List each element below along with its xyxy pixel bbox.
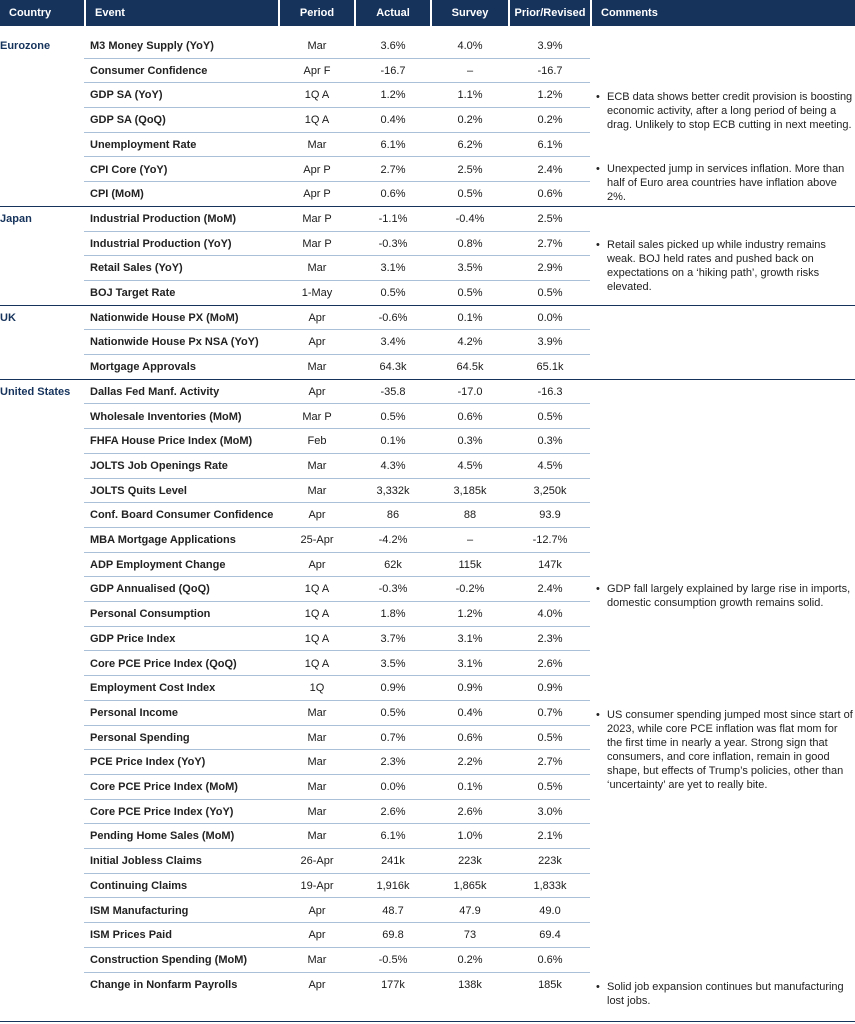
prior-cell: 2.4% <box>537 163 563 176</box>
actual-cell: 0.4% <box>380 114 406 127</box>
prior-cell: -12.7% <box>532 534 568 546</box>
period-cell: Mar <box>307 138 327 151</box>
prior-cell: 3,250k <box>533 484 567 497</box>
event-cell: Industrial Production (MoM) <box>90 212 237 225</box>
period-cell: 19-Apr <box>300 879 334 892</box>
actual-cell: 62k <box>384 558 402 571</box>
prior-cell: 1,833k <box>533 879 567 892</box>
actual-cell: 4.3% <box>380 459 406 472</box>
prior-cell: 1.2% <box>537 89 563 102</box>
event-cell: JOLTS Quits Level <box>90 484 187 497</box>
period-cell: Mar <box>307 953 327 966</box>
prior-cell: 4.0% <box>537 608 563 621</box>
event-cell: ADP Employment Change <box>90 558 226 571</box>
table-row <box>0 800 855 825</box>
header-period: Period <box>280 0 354 26</box>
period-cell: Mar <box>307 484 327 497</box>
table-row <box>0 306 855 331</box>
period-cell: Feb <box>307 435 327 448</box>
event-cell: GDP Annualised (QoQ) <box>90 583 210 596</box>
survey-cell: 0.1% <box>457 781 483 793</box>
prior-cell: 185k <box>538 978 562 991</box>
event-cell: Industrial Production (YoY) <box>90 237 232 250</box>
actual-cell: 86 <box>386 509 400 522</box>
actual-cell: 0.1% <box>380 435 406 448</box>
event-cell: FHFA House Price Index (MoM) <box>90 435 253 448</box>
survey-cell: -0.2% <box>455 583 485 596</box>
comment-us-payrolls: • Solid job expansion continues but manufacturing lost jobs. <box>596 980 854 1008</box>
prior-cell: 0.5% <box>537 410 563 423</box>
event-cell: Nationwide House PX (MoM) <box>90 311 239 324</box>
prior-cell: 2.5% <box>537 212 563 225</box>
table-row <box>0 355 855 380</box>
survey-cell: 47.9 <box>459 904 481 917</box>
prior-cell: 0.7% <box>537 706 563 719</box>
survey-cell: 0.6% <box>457 410 483 423</box>
actual-cell: 3.5% <box>380 657 406 670</box>
table-row <box>0 948 855 973</box>
prior-cell: 3.0% <box>537 805 563 818</box>
actual-cell: 0.9% <box>380 682 406 695</box>
actual-cell: 177k <box>381 978 405 991</box>
prior-cell: 0.0% <box>537 311 563 324</box>
event-cell: M3 Money Supply (YoY) <box>90 40 214 52</box>
prior-cell: 3.9% <box>537 336 563 349</box>
survey-cell: 0.5% <box>457 287 483 299</box>
period-cell: Mar <box>307 830 327 843</box>
actual-cell: -0.5% <box>378 953 408 966</box>
period-cell: 1Q A <box>304 608 330 621</box>
period-cell: Mar <box>307 361 327 374</box>
event-cell: Core PCE Price Index (MoM) <box>90 781 238 793</box>
table-row <box>0 59 855 84</box>
event-cell: Nationwide House Px NSA (YoY) <box>90 336 259 349</box>
event-cell: Consumer Confidence <box>90 64 208 77</box>
survey-cell: 2.2% <box>457 756 483 769</box>
period-cell: 26-Apr <box>300 855 334 868</box>
prior-cell: 2.9% <box>537 262 563 275</box>
survey-cell: 73 <box>463 929 477 942</box>
event-cell: CPI (MoM) <box>90 188 144 201</box>
actual-cell: 69.8 <box>382 929 404 942</box>
survey-cell: 138k <box>458 978 482 991</box>
prior-cell: 65.1k <box>536 361 564 374</box>
event-cell: GDP Price Index <box>90 632 176 645</box>
header-prior-revised: Prior/Revised <box>510 0 590 26</box>
event-cell: Employment Cost Index <box>90 682 216 695</box>
table-row <box>0 479 855 504</box>
actual-cell: 48.7 <box>382 904 404 917</box>
survey-cell: 223k <box>458 855 482 868</box>
period-cell: 1Q <box>309 682 325 695</box>
event-cell: ISM Manufacturing <box>90 904 189 917</box>
period-cell: 1Q A <box>304 114 330 127</box>
event-cell: MBA Mortgage Applications <box>90 534 236 546</box>
prior-cell: 0.5% <box>537 781 563 793</box>
prior-cell: -16.7 <box>537 64 563 77</box>
actual-cell: -0.3% <box>378 583 408 596</box>
survey-cell: 115k <box>458 558 482 571</box>
prior-cell: 2.6% <box>537 657 563 670</box>
period-cell: Mar P <box>302 410 332 423</box>
event-cell: Mortgage Approvals <box>90 361 196 374</box>
period-cell: Apr P <box>303 188 331 201</box>
period-cell: Apr <box>308 978 326 991</box>
prior-cell: 0.6% <box>537 188 563 201</box>
comment-us-consumer: • US consumer spending jumped most since start of 2023, while core PCE inflation was flat mom for the first time in nearly a year. Strong sign that consumers, and core inflation, remain in good shape, but effects of Trump’s policies, other than ‘uncertainty’ are yet to really bite. <box>596 708 854 792</box>
period-cell: Mar <box>307 805 327 818</box>
actual-cell: 0.5% <box>380 410 406 423</box>
prior-cell: 0.2% <box>537 114 563 127</box>
actual-cell: 0.7% <box>380 731 406 744</box>
prior-cell: 69.4 <box>539 929 561 942</box>
table-row <box>0 652 855 677</box>
table-row <box>0 528 855 553</box>
header-survey: Survey <box>432 0 508 26</box>
event-cell: GDP SA (YoY) <box>90 89 163 102</box>
prior-cell: 2.7% <box>537 237 563 250</box>
prior-cell: 3.9% <box>537 40 563 52</box>
actual-cell: -4.2% <box>378 534 408 546</box>
survey-cell: 3,185k <box>453 484 487 497</box>
event-cell: BOJ Target Rate <box>90 287 176 299</box>
actual-cell: 1.8% <box>380 608 406 621</box>
survey-cell: 4.2% <box>457 336 483 349</box>
prior-cell: 2.4% <box>537 583 563 596</box>
actual-cell: 2.3% <box>380 756 406 769</box>
actual-cell: 3.4% <box>380 336 406 349</box>
table-row <box>0 34 855 59</box>
survey-cell: 1.1% <box>457 89 483 102</box>
survey-cell: 1.2% <box>457 608 483 621</box>
survey-cell: 0.6% <box>457 731 483 744</box>
event-cell: Personal Spending <box>90 731 190 744</box>
table-row <box>0 330 855 355</box>
header-country: Country <box>0 0 84 26</box>
period-cell: Apr <box>308 558 326 571</box>
prior-cell: 0.5% <box>537 287 563 299</box>
prior-cell: 147k <box>538 558 562 571</box>
table-row <box>0 380 855 405</box>
period-cell: 1Q A <box>304 89 330 102</box>
survey-cell: 1,865k <box>453 879 487 892</box>
period-cell: 1Q A <box>304 632 330 645</box>
event-cell: CPI Core (YoY) <box>90 163 168 176</box>
event-cell: Continuing Claims <box>90 879 188 892</box>
survey-cell: 6.2% <box>457 138 483 151</box>
prior-cell: 2.3% <box>537 632 563 645</box>
comment-japan: • Retail sales picked up while industry remains weak. BOJ held rates and pushed back on expectations on a ‘hiking path’, growth risks elevated. <box>596 238 854 294</box>
survey-cell: 4.0% <box>457 40 483 52</box>
prior-cell: 0.5% <box>537 731 563 744</box>
survey-cell: 4.5% <box>457 459 483 472</box>
survey-cell: 0.2% <box>457 953 483 966</box>
event-cell: Initial Jobless Claims <box>90 855 202 868</box>
country-label: UK <box>0 311 16 324</box>
event-cell: GDP SA (QoQ) <box>90 114 166 127</box>
survey-cell: 0.1% <box>457 311 483 324</box>
event-cell: Core PCE Price Index (QoQ) <box>90 657 237 670</box>
actual-cell: 0.6% <box>380 188 406 201</box>
survey-cell: 2.6% <box>457 805 483 818</box>
table-row <box>0 849 855 874</box>
survey-cell: 2.5% <box>457 163 483 176</box>
actual-cell: 2.7% <box>380 163 406 176</box>
period-cell: Mar P <box>302 237 332 250</box>
survey-cell: 0.2% <box>457 114 483 127</box>
period-cell: Mar <box>307 756 327 769</box>
actual-cell: 0.5% <box>380 706 406 719</box>
comment-us-gdp: • GDP fall largely explained by large rise in imports, domestic consumption growth remains solid. <box>596 582 854 610</box>
actual-cell: 241k <box>381 855 405 868</box>
period-cell: Mar <box>307 731 327 744</box>
comment-eurozone-credit: • ECB data shows better credit provision is boosting economic activity, after a long period of being a drag. Unlikely to stop ECB cutting in next meeting. <box>596 90 854 132</box>
prior-cell: 0.9% <box>537 682 563 695</box>
header-comments: Comments <box>592 0 855 26</box>
comment-eurozone-inflation: • Unexpected jump in services inflation. More than half of Euro area countries have inflation above 2%. <box>596 162 854 204</box>
event-cell: Change in Nonfarm Payrolls <box>90 978 238 991</box>
prior-cell: 49.0 <box>539 904 561 917</box>
actual-cell: 1,916k <box>376 879 410 892</box>
actual-cell: 0.0% <box>380 781 406 793</box>
prior-cell: 0.3% <box>537 435 563 448</box>
actual-cell: -16.7 <box>380 64 406 77</box>
prior-cell: 4.5% <box>537 459 563 472</box>
actual-cell: 6.1% <box>380 138 406 151</box>
survey-cell: 0.9% <box>457 682 483 695</box>
period-cell: Apr <box>308 904 326 917</box>
event-cell: Construction Spending (MoM) <box>90 953 248 966</box>
event-cell: PCE Price Index (YoY) <box>90 756 206 769</box>
actual-cell: -0.3% <box>378 237 408 250</box>
period-cell: Mar <box>307 459 327 472</box>
period-cell: Apr <box>308 509 326 522</box>
prior-cell: 0.6% <box>537 953 563 966</box>
survey-cell: 0.4% <box>457 706 483 719</box>
country-label: Japan <box>0 212 32 225</box>
survey-cell: 88 <box>463 509 477 522</box>
event-cell: JOLTS Job Openings Rate <box>90 459 228 472</box>
survey-cell: 64.5k <box>456 361 484 374</box>
period-cell: Apr <box>308 385 326 398</box>
table-row <box>0 676 855 701</box>
table-row <box>0 553 855 578</box>
survey-cell: -0.4% <box>455 212 485 225</box>
period-cell: Apr <box>308 336 326 349</box>
period-cell: Apr <box>308 311 326 324</box>
country-label: United States <box>0 385 71 398</box>
period-cell: 1Q A <box>304 657 330 670</box>
prior-cell: 6.1% <box>537 138 563 151</box>
period-cell: Apr P <box>303 163 331 176</box>
event-cell: Dallas Fed Manf. Activity <box>90 385 220 398</box>
event-cell: Pending Home Sales (MoM) <box>90 830 235 843</box>
period-cell: Mar P <box>302 212 332 225</box>
period-cell: Apr F <box>303 64 331 77</box>
prior-cell: 2.1% <box>537 830 563 843</box>
survey-cell: 1.0% <box>457 830 483 843</box>
table-row <box>0 824 855 849</box>
table-row <box>0 454 855 479</box>
actual-cell: 3,332k <box>376 484 410 497</box>
event-cell: ISM Prices Paid <box>90 929 172 942</box>
actual-cell: 3.1% <box>380 262 406 275</box>
actual-cell: 6.1% <box>380 830 406 843</box>
table-row <box>0 133 855 158</box>
event-cell: Personal Income <box>90 706 179 719</box>
event-cell: Unemployment Rate <box>90 138 197 151</box>
survey-cell: 0.3% <box>457 435 483 448</box>
table-row <box>0 899 855 924</box>
period-cell: 1-May <box>301 287 333 299</box>
period-cell: 25-Apr <box>300 534 334 546</box>
table-row <box>0 874 855 899</box>
actual-cell: 0.5% <box>380 287 406 299</box>
survey-cell: 0.8% <box>457 237 483 250</box>
survey-cell: 0.5% <box>457 188 483 201</box>
event-cell: Conf. Board Consumer Confidence <box>90 509 274 522</box>
table-header <box>0 0 855 26</box>
event-cell: Wholesale Inventories (MoM) <box>90 410 242 423</box>
prior-cell: 2.7% <box>537 756 563 769</box>
event-cell: Retail Sales (YoY) <box>90 262 183 275</box>
prior-cell: -16.3 <box>537 385 563 398</box>
period-cell: Mar <box>307 781 327 793</box>
period-cell: 1Q A <box>304 583 330 596</box>
period-cell: Mar <box>307 262 327 275</box>
table-row <box>0 405 855 430</box>
actual-cell: -0.6% <box>378 311 408 324</box>
table-row <box>0 207 855 232</box>
period-cell: Apr <box>308 929 326 942</box>
table-row <box>0 923 855 948</box>
actual-cell: 64.3k <box>379 361 407 374</box>
survey-cell: 3.1% <box>457 632 483 645</box>
survey-cell: – <box>466 534 474 546</box>
event-cell: Personal Consumption <box>90 608 211 621</box>
country-label: Eurozone <box>0 40 51 52</box>
prior-cell: 93.9 <box>539 509 561 522</box>
table-bottom-rule <box>0 1021 855 1022</box>
survey-cell: 3.1% <box>457 657 483 670</box>
prior-cell: 223k <box>538 855 562 868</box>
survey-cell: – <box>466 64 474 77</box>
table-row <box>0 429 855 454</box>
actual-cell: -35.8 <box>380 385 406 398</box>
period-cell: Mar <box>307 40 327 52</box>
header-actual: Actual <box>356 0 430 26</box>
survey-cell: 3.5% <box>457 262 483 275</box>
actual-cell: 2.6% <box>380 805 406 818</box>
actual-cell: 3.6% <box>380 40 406 52</box>
survey-cell: -17.0 <box>457 385 483 398</box>
event-cell: Core PCE Price Index (YoY) <box>90 805 234 818</box>
table-row <box>0 627 855 652</box>
actual-cell: 3.7% <box>380 632 406 645</box>
header-event: Event <box>86 0 278 26</box>
actual-cell: -1.1% <box>378 212 408 225</box>
actual-cell: 1.2% <box>380 89 406 102</box>
table-row <box>0 503 855 528</box>
period-cell: Mar <box>307 706 327 719</box>
